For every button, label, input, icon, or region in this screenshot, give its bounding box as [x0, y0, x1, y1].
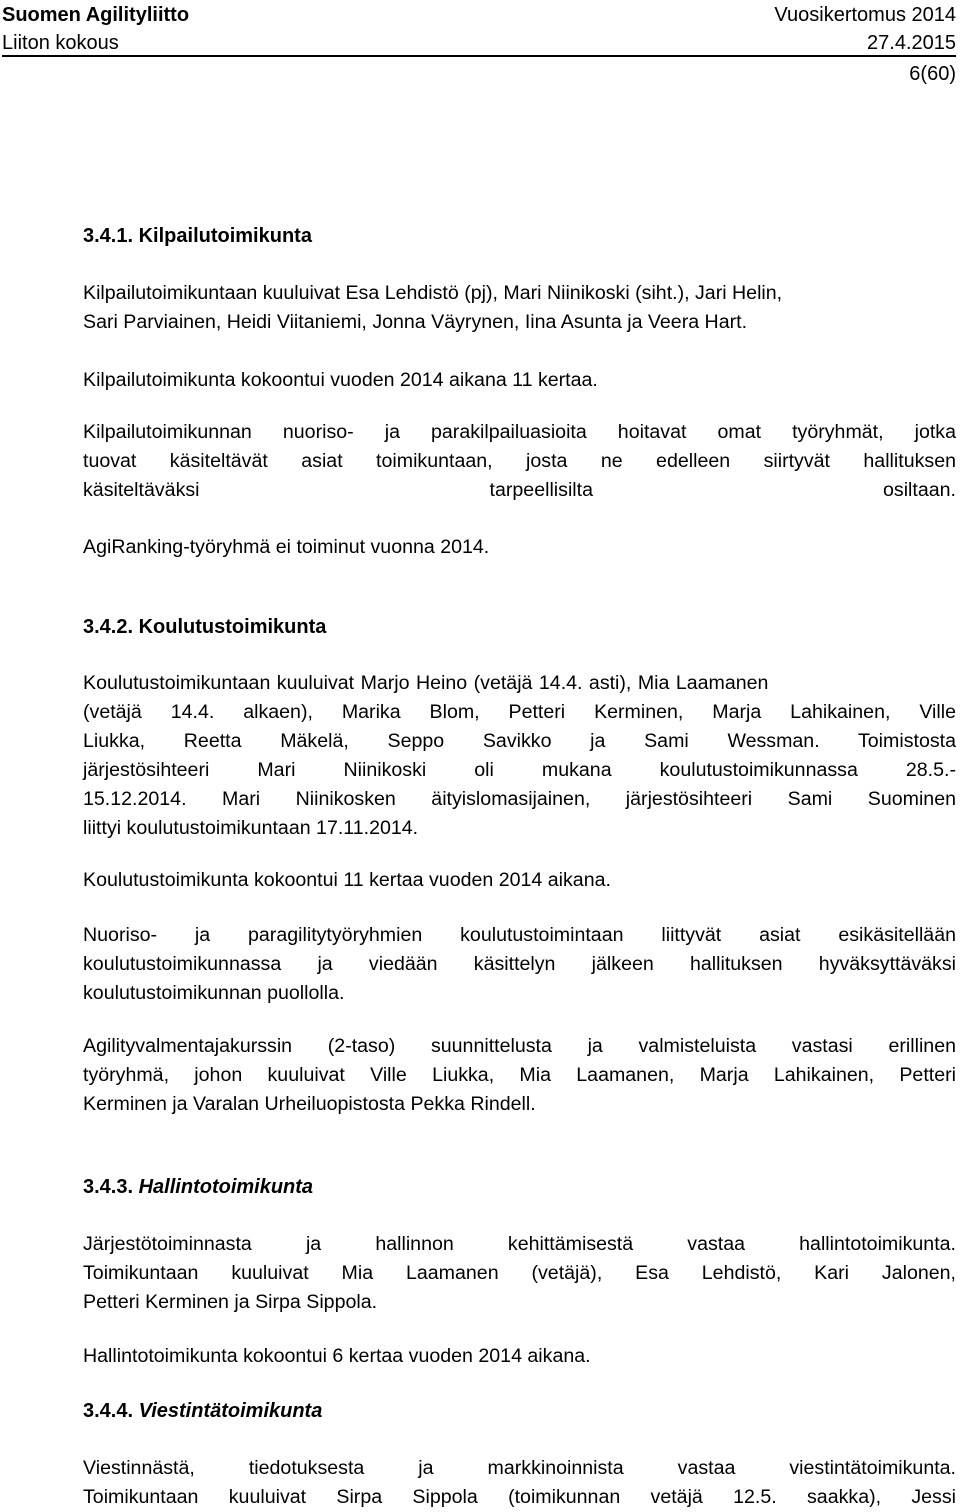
text-line: (vetäjä 14.4. alkaen), Marika Blom, Petteri Kerminen, Marja Lahikainen, Ville [83, 701, 956, 723]
header-organization: Suomen Agilityliitto [2, 4, 190, 26]
text-line: Kilpailutoimikuntaan kuuluivat Esa Lehdistö (pj), Mari Niinikoski (siht.), Jari Helin, [83, 282, 783, 304]
text-line: Agilityvalmentajakurssin (2-taso) suunnittelusta ja valmisteluista vastasi erillinen [83, 1035, 956, 1057]
paragraph [83, 921, 956, 1008]
paragraph [83, 866, 956, 895]
text-line: Toimikuntaan kuuluivat Mia Laamanen (vetäjä), Esa Lehdistö, Kari Jalonen, [83, 1262, 956, 1284]
section-title: Kilpailutoimikunta [138, 225, 312, 247]
section-title: Koulutustoimikunta [138, 616, 327, 638]
text-line: tuovat käsiteltävät asiat toimikuntaan, josta ne edelleen siirtyvät hallituksen [83, 450, 956, 472]
paragraph [83, 1230, 956, 1317]
text-line: Hallintotoimikunta kokoontui 6 kertaa vuoden 2014 aikana. [83, 1345, 591, 1367]
text-line: Järjestötoiminnasta ja hallinnon kehittämisestä vastaa hallintotoimikunta. [83, 1233, 956, 1255]
text-line: työryhmä, johon kuuluivat Ville Liukka, Mia Laamanen, Marja Lahikainen, Petteri [83, 1064, 956, 1086]
section-heading-kilpailutoimikunta [83, 222, 312, 251]
section-number: 3.4.3. [83, 1176, 134, 1198]
text-line: järjestösihteeri Mari Niinikoski oli mukana koulutustoimikunnassa 28.5.- [83, 759, 956, 781]
text-line: Koulutustoimikuntaan kuuluivat Marjo Heino (vetäjä 14.4. asti), Mia Laamanen [83, 672, 769, 694]
text-line: Petteri Kerminen ja Sirpa Sippola. [83, 1291, 378, 1313]
paragraph [83, 279, 956, 337]
text-line: 15.12.2014. Mari Niinikosken äityislomasijainen, järjestösihteeri Sami Suominen [83, 788, 956, 810]
text-line: Koulutustoimikunta kokoontui 11 kertaa vuoden 2014 aikana. [83, 869, 611, 891]
text-line: Nuoriso- ja paragilitytyöryhmien koulutustoimintaan liittyvät asiat esikäsitellään [83, 924, 956, 946]
text-line: Sari Parviainen, Heidi Viitaniemi, Jonna Väyrynen, Iina Asunta ja Veera Hart. [83, 311, 748, 333]
text-line: Kilpailutoimikunta kokoontui vuoden 2014 aikana 11 kertaa. [83, 369, 598, 391]
paragraph [83, 1032, 956, 1119]
paragraph [83, 1454, 956, 1512]
header-page-number: 6(60) [909, 63, 956, 85]
paragraph [83, 533, 956, 562]
text-line: koulutustoimikunnan puollolla. [83, 982, 345, 1004]
section-heading-hallintotoimikunta [83, 1173, 313, 1202]
header-meeting: Liiton kokous [2, 32, 119, 54]
paragraph [83, 418, 956, 505]
text-line: koulutustoimikunnassa ja viedään käsittelyn jälkeen hallituksen hyväksyttäväksi [83, 953, 956, 975]
text-line: käsiteltäväksi tarpeellisilta osiltaan. [83, 479, 956, 501]
section-number: 3.4.4. [83, 1400, 134, 1422]
section-heading-viestintatoimikunta [83, 1397, 322, 1426]
text-line: Viestinnästä, tiedotuksesta ja markkinoinnista vastaa viestintätoimikunta. [83, 1457, 956, 1479]
section-heading-koulutustoimikunta [83, 613, 326, 642]
text-line: AgiRanking-työryhmä ei toiminut vuonna 2014. [83, 536, 490, 558]
section-title: Hallintotoimikunta [138, 1176, 314, 1198]
header-date: 27.4.2015 [867, 32, 956, 54]
text-line: Kerminen ja Varalan Urheiluopistosta Pekka Rindell. [83, 1093, 536, 1115]
paragraph [83, 366, 956, 395]
paragraph [83, 669, 956, 843]
text-line: liittyi koulutustoimikuntaan 17.11.2014. [83, 817, 419, 839]
section-number: 3.4.2. [83, 616, 134, 638]
text-line: Kilpailutoimikunnan nuoriso- ja parakilpailuasioita hoitavat omat työryhmät, jotka [83, 421, 956, 443]
text-line: Liukka, Reetta Mäkelä, Seppo Savikko ja Sami Wessman. Toimistosta [83, 730, 956, 752]
header-divider [2, 55, 956, 57]
header-report-title: Vuosikertomus 2014 [774, 4, 956, 26]
section-title: Viestintätoimikunta [138, 1400, 323, 1422]
paragraph [83, 1342, 956, 1371]
text-line: Toimikuntaan kuuluivat Sirpa Sippola (toimikunnan vetäjä 12.5. saakka), Jessi [83, 1486, 956, 1508]
section-number: 3.4.1. [83, 225, 134, 247]
